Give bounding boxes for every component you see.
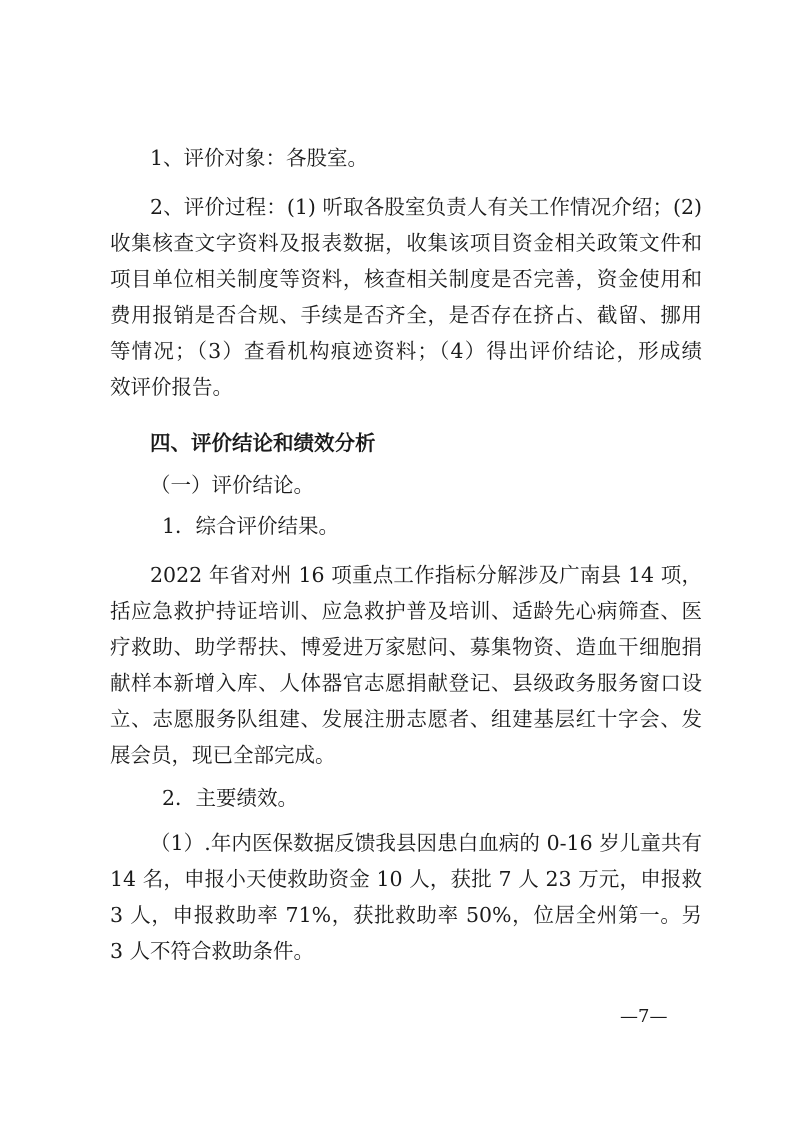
- text-line: 展会员，现已全部完成。: [110, 743, 336, 767]
- eval-process-paragraph: [110, 194, 702, 400]
- text-line: 3 人不符合救助条件。: [110, 939, 315, 963]
- text-line: （1）.年内医保数据反馈我县因患白血病的 0-16 岁儿童共有: [150, 831, 702, 855]
- text-line: 效评价报告。: [110, 375, 233, 399]
- text-line: 项目单位相关制度等资料，核查相关制度是否完善，资金使用和: [110, 267, 702, 291]
- eval-object-line: 1、评价对象：各股室。: [150, 146, 369, 170]
- subsection-item-heading: 1．综合评价结果。: [162, 514, 340, 538]
- text-line: 14 名，申报小天使救助资金 10 人，获批 7 人 23 万元，申报救: [110, 867, 702, 891]
- page-number: —7—: [620, 1006, 668, 1027]
- text-line: 括应急救护持证培训、应急救护普及培训、适龄先心病筛查、医: [110, 599, 702, 623]
- section-heading: 四、评价结论和绩效分析: [150, 431, 376, 455]
- text-line: 献样本新增入库、人体器官志愿捐献登记、县级政务服务窗口设: [110, 671, 702, 695]
- text-line: 3 人，申报救助率 71%，获批救助率 50%，位居全州第一。另: [110, 903, 702, 927]
- text-line: 立、志愿服务队组建、发展注册志愿者、组建基层红十字会、发: [110, 707, 702, 731]
- text-line: 费用报销是否合规、手续是否齐全，是否存在挤占、截留、挪用: [110, 303, 702, 327]
- text-line: 等情况；（3）查看机构痕迹资料；（4）得出评价结论，形成绩: [110, 339, 702, 363]
- performance-paragraph: [110, 830, 702, 964]
- text-line: 2022 年省对州 16 项重点工作指标分解涉及广南县 14 项，: [150, 563, 702, 587]
- subsection-heading: （一）评价结论。: [150, 473, 314, 497]
- text-line: 疗救助、助学帮扶、博爱进万家慰问、募集物资、造血干细胞捐: [110, 635, 702, 659]
- subsection-item-heading: 2．主要绩效。: [162, 786, 299, 810]
- text-line: 2、评价过程：(1) 听取各股室负责人有关工作情况介绍；(2): [150, 195, 702, 219]
- result-paragraph: [110, 562, 702, 768]
- text-line: 收集核查文字资料及报表数据，收集该项目资金相关政策文件和: [110, 231, 702, 255]
